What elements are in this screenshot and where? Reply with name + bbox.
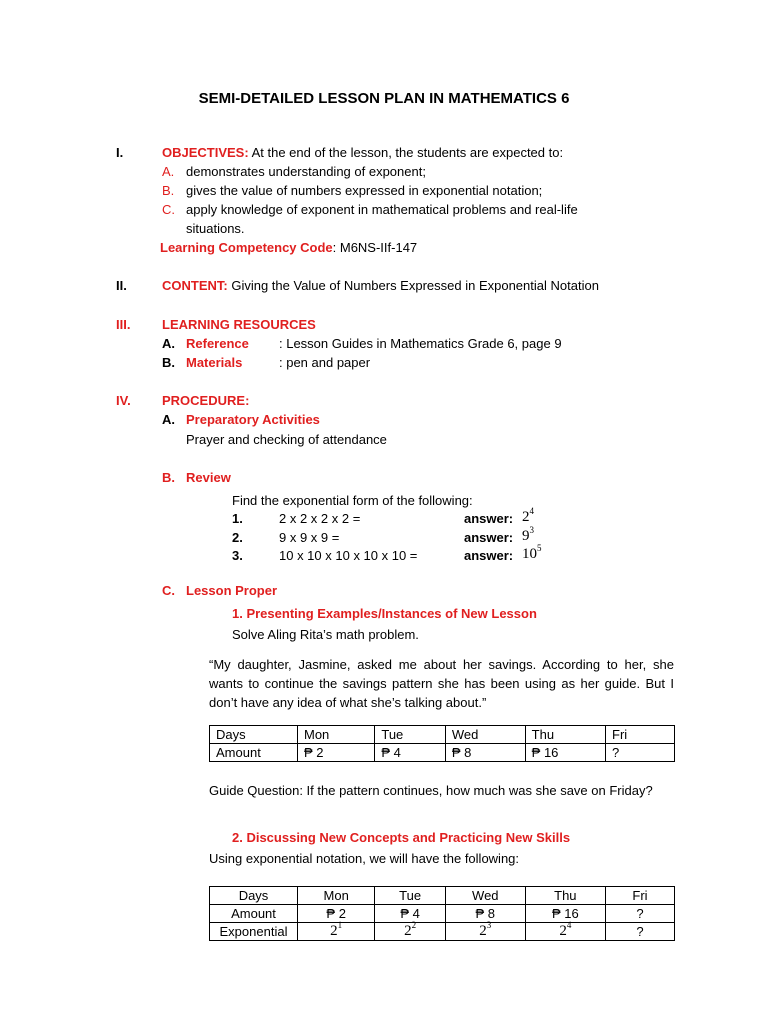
step2-intro: Using exponential notation, we will have the following: xyxy=(209,851,520,866)
answer-label: answer: xyxy=(464,530,514,545)
table-cell: Exponential xyxy=(210,923,298,941)
review-num: 1. xyxy=(232,511,243,526)
objective-text: apply knowledge of exponent in mathematical problems and real-life xyxy=(186,202,578,217)
section-number: II. xyxy=(116,278,127,293)
competency-line xyxy=(160,240,417,255)
guide-question: Guide Question: If the pattern continues, how much was she save on Friday? xyxy=(209,783,653,798)
competency-code: : M6NS-IIf-147 xyxy=(332,240,418,255)
review-expression: 2 x 2 x 2 x 2 = xyxy=(279,511,361,526)
table-cell: Thu xyxy=(525,726,605,744)
objective-text: gives the value of numbers expressed in exponential notation; xyxy=(186,183,543,198)
review-expression: 10 x 10 x 10 x 10 x 10 = xyxy=(279,548,418,563)
resource-letter: A. xyxy=(162,336,175,351)
resource-label: Materials xyxy=(186,355,243,370)
page-title: SEMI-DETAILED LESSON PLAN IN MATHEMATICS 6 xyxy=(198,90,570,107)
table-row xyxy=(210,726,675,744)
table-cell: Fri xyxy=(606,887,675,905)
table-cell: ? xyxy=(606,923,675,941)
content-text: Giving the Value of Numbers Expressed in Exponential Notation xyxy=(231,278,599,293)
table-cell: ₱ 2 xyxy=(298,905,375,923)
table-row xyxy=(210,923,675,941)
answer-label: answer: xyxy=(464,511,514,526)
review-num: 3. xyxy=(232,548,243,563)
section-number: III. xyxy=(116,317,131,332)
content-label: CONTENT: xyxy=(162,278,228,293)
table-cell: ? xyxy=(606,744,675,762)
answer-value: $9^3$ xyxy=(522,525,534,544)
table-cell: Mon xyxy=(298,887,375,905)
objective-text-continued: situations. xyxy=(186,221,245,236)
story-quote: “My daughter, Jasmine, asked me about her savings. According to her, she wants to continue the savings pattern she has been using as her guide. But I don’t have any idea of what she’s talking about.” xyxy=(209,657,674,710)
subsection-letter: A. xyxy=(162,412,175,427)
resource-label: Reference xyxy=(186,336,249,351)
table-cell: ₱ 16 xyxy=(525,905,605,923)
savings-table xyxy=(209,725,675,762)
table-cell: ₱ 2 xyxy=(298,744,375,762)
step1-title: 1. Presenting Examples/Instances of New Lesson xyxy=(232,606,537,621)
objectives-label: OBJECTIVES: xyxy=(162,145,249,160)
resources-label: LEARNING RESOURCES xyxy=(162,317,316,332)
table-cell: $2^2$ xyxy=(375,923,446,941)
table-cell: Mon xyxy=(298,726,375,744)
answer-value: $10^5$ xyxy=(522,543,542,562)
objective-letter: A. xyxy=(162,164,175,179)
procedure-label: PROCEDURE: xyxy=(162,393,250,408)
section-number: I. xyxy=(116,145,124,160)
table-cell: Wed xyxy=(445,726,525,744)
table-cell: ₱ 8 xyxy=(445,744,525,762)
table-cell: Days xyxy=(210,887,298,905)
subsection-letter: B. xyxy=(162,470,175,485)
table-cell: $2^4$ xyxy=(525,923,605,941)
resource-value: : pen and paper xyxy=(279,355,371,370)
table-cell: Fri xyxy=(606,726,675,744)
table-cell: ? xyxy=(606,905,675,923)
subsection-letter: C. xyxy=(162,583,175,598)
table-cell: ₱ 8 xyxy=(445,905,525,923)
competency-label: Learning Competency Code xyxy=(160,240,333,255)
table-row xyxy=(210,905,675,923)
table-cell: $2^3$ xyxy=(445,923,525,941)
table-cell: Tue xyxy=(375,726,446,744)
table-cell: $2^1$ xyxy=(298,923,375,941)
table-cell: Amount xyxy=(210,744,298,762)
resource-letter: B. xyxy=(162,355,175,370)
preparatory-label: Preparatory Activities xyxy=(186,412,320,427)
content-line xyxy=(162,278,599,293)
table-cell: ₱ 4 xyxy=(375,905,446,923)
preparatory-text: Prayer and checking of attendance xyxy=(186,432,387,447)
answer-label: answer: xyxy=(464,548,514,563)
table-cell: ₱ 16 xyxy=(525,744,605,762)
step2-title: 2. Discussing New Concepts and Practicing New Skills xyxy=(232,830,571,845)
table-cell: ₱ 4 xyxy=(375,744,446,762)
table-row xyxy=(210,744,675,762)
answer-value: $2^4$ xyxy=(522,506,534,525)
table-cell: Tue xyxy=(375,887,446,905)
review-expression: 9 x 9 x 9 = xyxy=(279,530,340,545)
table-row xyxy=(210,887,675,905)
lesson-proper-label: Lesson Proper xyxy=(186,583,278,598)
table-cell: Days xyxy=(210,726,298,744)
review-label: Review xyxy=(186,470,231,485)
section-number: IV. xyxy=(116,393,131,408)
review-num: 2. xyxy=(232,530,243,545)
table-cell: Amount xyxy=(210,905,298,923)
objective-letter: B. xyxy=(162,183,175,198)
exponential-table xyxy=(209,886,675,941)
resource-value: : Lesson Guides in Mathematics Grade 6, page 9 xyxy=(279,336,562,351)
objectives-intro: At the end of the lesson, the students are expected to: xyxy=(251,145,564,160)
review-intro: Find the exponential form of the following: xyxy=(232,493,473,508)
objectives-line xyxy=(162,145,563,160)
table-cell: Thu xyxy=(525,887,605,905)
objective-text: demonstrates understanding of exponent; xyxy=(186,164,426,179)
table-cell: Wed xyxy=(445,887,525,905)
step1-intro: Solve Aling Rita’s math problem. xyxy=(232,627,419,642)
objective-letter: C. xyxy=(162,202,175,217)
